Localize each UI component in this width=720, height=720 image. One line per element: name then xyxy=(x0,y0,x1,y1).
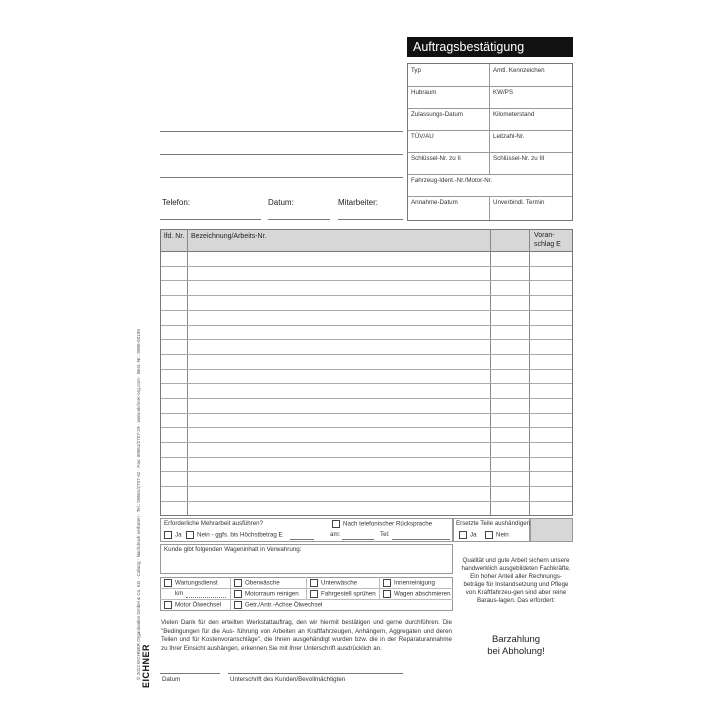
field-code-number: Leitzahl-Nr. xyxy=(493,133,525,140)
checkbox[interactable] xyxy=(186,531,194,539)
vehicle-data-table xyxy=(407,63,573,221)
table-row-line xyxy=(161,457,572,458)
field-inspection: TÜV/AU xyxy=(411,133,434,140)
vehicle-divider xyxy=(489,196,490,220)
cash-note-2: bei Abholung! xyxy=(487,646,545,657)
table-row-line xyxy=(161,266,572,267)
field-type: Typ xyxy=(411,67,421,74)
km-line xyxy=(186,597,226,598)
yes-label: Ja xyxy=(470,531,477,539)
table-row-line xyxy=(161,310,572,311)
column-divider xyxy=(490,230,491,515)
phone-consult-label: Nach telefonischer Rücksprache xyxy=(343,520,433,528)
checkbox[interactable] xyxy=(310,590,318,598)
table-row-line xyxy=(161,339,572,340)
table-row-line xyxy=(161,427,572,428)
service-engine-oil[interactable] xyxy=(164,601,221,610)
phone-consult-option[interactable] xyxy=(332,520,432,529)
service-underbody-wash[interactable] xyxy=(310,579,357,588)
checkbox[interactable] xyxy=(234,579,242,587)
vehicle-row xyxy=(408,152,572,175)
vehicle-divider xyxy=(489,64,490,174)
field-key-number-3: Schlüssel-Nr. zu III xyxy=(493,155,545,162)
column-divider xyxy=(529,230,530,515)
service-exterior-wash[interactable] xyxy=(234,579,280,588)
service-label: Getr./Antr.-Achse Ölwechsel xyxy=(245,601,323,609)
field-key-number-2: Schlüssel-Nr. zu II xyxy=(411,155,461,162)
service-label: Wartungsdienst xyxy=(175,579,218,587)
date-label: Datum: xyxy=(268,198,294,207)
checkbox[interactable] xyxy=(485,531,493,539)
vehicle-contents-label: Kunde gibt folgenden Wageninhalt in Verwahrung: xyxy=(164,546,302,553)
service-interior-cleaning[interactable] xyxy=(383,579,435,588)
extra-work-question: Erforderliche Mehrarbeit ausführen? xyxy=(164,520,264,527)
signature-date-line xyxy=(160,673,220,674)
service-label: Innenreinigung xyxy=(394,579,435,587)
field-mileage: Kilometerstand xyxy=(493,111,535,118)
checkbox[interactable] xyxy=(310,579,318,587)
checkbox[interactable] xyxy=(164,579,172,587)
vehicle-row xyxy=(408,196,572,220)
table-row-line xyxy=(161,486,572,487)
table-row-line xyxy=(161,398,572,399)
checkbox[interactable] xyxy=(234,601,242,609)
field-registration-date: Zulassungs-Datum xyxy=(411,111,463,118)
table-row-line xyxy=(161,413,572,414)
service-maintenance[interactable] xyxy=(164,579,218,588)
items-table xyxy=(160,229,573,516)
vehicle-row xyxy=(408,108,572,131)
field-vehicle-id: Fahrzeug-Ident.-Nr./Motor-Nr. xyxy=(411,177,493,184)
employee-label: Mitarbeiter: xyxy=(338,198,379,207)
extra-work-no[interactable] xyxy=(186,531,283,540)
address-line-3 xyxy=(160,177,403,178)
quality-note: Qualität und gute Arbeit sichern unsere handwerklich ausgebildeten Fachkräfte. Ein hoher Anteil aller Rechnungs-beträge für Instandsetzung und Pflege von Kraftfahrzeu-gen sind aber reine Baraus-lagen. Das erfordert: xyxy=(461,557,571,605)
column-divider xyxy=(187,230,188,515)
table-row-line xyxy=(161,325,572,326)
service-gear-oil[interactable] xyxy=(234,601,322,610)
table-row-line xyxy=(161,369,572,370)
no-upto-label: Nein - ggfs. bis Höchstbetrag E xyxy=(197,531,283,539)
replaced-parts-question: Ersetzte Teile aushändigen xyxy=(456,520,531,527)
vehicle-row xyxy=(408,86,572,109)
table-row-line xyxy=(161,354,572,355)
table-row-line xyxy=(161,471,572,472)
terms-text: Vielen Dank für den erteilten Werkstattauftrag, den wir hiermit bestätigen und gerne durchführen. Die "Bedingungen für die Aus- führung von Arbeiten an Kraftfahrzeugen, Anhängern, Aggregaten und deren Teilen und für Kostenvoranschläge", die Ihnen ausgehändigt wurden bzw. die in der Reparaturannahme zu Ihrer Einsicht aushängen, erkennen Sie mit Ihrer Unterschrift ausdrücklich an. xyxy=(161,619,452,652)
max-amount-line xyxy=(290,539,314,540)
phone-label: Telefon: xyxy=(162,198,191,207)
tel-line xyxy=(392,539,450,540)
table-row-line xyxy=(161,280,572,281)
brand-logo: EICHNER xyxy=(141,643,151,688)
signature-label: Unterschrift des Kunden/Bevollmächtigten xyxy=(230,676,346,683)
checkbox[interactable] xyxy=(234,590,242,598)
service-label: Wagen abschmieren xyxy=(394,590,451,598)
col-description-header: Bezeichnung/Arbeits-Nr. xyxy=(191,233,267,240)
vehicle-row xyxy=(408,130,572,153)
form-title: Auftragsbestätigung xyxy=(407,37,573,57)
checkbox[interactable] xyxy=(164,601,172,609)
replaced-parts-no[interactable] xyxy=(485,531,509,540)
checkbox[interactable] xyxy=(332,520,340,528)
employee-line xyxy=(338,219,403,220)
table-row-line xyxy=(161,501,572,502)
phone-line xyxy=(160,219,261,220)
signature-date-label: Datum xyxy=(162,676,181,683)
vehicle-row xyxy=(408,174,572,197)
col-estimate-header-1: Voran- xyxy=(534,232,555,239)
field-power: KW/PS xyxy=(493,89,513,96)
extra-work-yes[interactable] xyxy=(164,531,182,540)
checkbox[interactable] xyxy=(383,579,391,587)
field-displacement: Hubraum xyxy=(411,89,437,96)
date-line xyxy=(268,219,330,220)
service-label: Motor Ölwechsel xyxy=(175,601,222,609)
table-row-line xyxy=(161,295,572,296)
checkbox[interactable] xyxy=(383,590,391,598)
table-row-line xyxy=(161,442,572,443)
on-date-label: am: xyxy=(330,531,341,538)
no-label: Nein xyxy=(496,531,509,539)
services-divider xyxy=(230,577,231,611)
col-number-header: lfd. Nr. xyxy=(164,233,185,240)
signature-line xyxy=(228,673,403,674)
table-row-line xyxy=(161,383,572,384)
services-divider xyxy=(379,577,380,600)
field-due-date: Unverbindl. Termin xyxy=(493,199,545,206)
replaced-parts-yes[interactable] xyxy=(459,531,477,540)
service-engine-clean[interactable] xyxy=(234,590,299,599)
service-chassis-spray[interactable] xyxy=(310,590,376,599)
service-label: Motorraum reinigen xyxy=(245,590,299,598)
field-acceptance-date: Annahme-Datum xyxy=(411,199,458,206)
checkbox[interactable] xyxy=(459,531,467,539)
tel-label: Tel: xyxy=(380,531,390,538)
col-estimate-header-2: schlag E xyxy=(534,241,561,248)
field-license-plate: Amtl. Kennzeichen xyxy=(493,67,545,74)
service-lubrication[interactable] xyxy=(383,590,451,599)
on-date-line xyxy=(342,539,374,540)
services-divider xyxy=(306,577,307,600)
service-label: Unterwäsche xyxy=(321,579,358,587)
copyright-sidebar: © 2012 EICHNER Organisation GmbH & Co. KG · Coburg · Nachdruck verboten · Tel.: 09561/2707-42 · Fax: 09561/2707-29 · www.eichner-org.com · Best.-Nr.: 9086-00109 xyxy=(136,329,141,680)
vehicle-row xyxy=(408,64,572,87)
address-line-2 xyxy=(160,154,403,155)
items-table-header xyxy=(161,230,572,252)
yes-label: Ja xyxy=(175,531,182,539)
checkbox[interactable] xyxy=(164,531,172,539)
replaced-parts-shade xyxy=(530,518,573,542)
cash-note-1: Barzahlung xyxy=(491,634,541,645)
address-line-1 xyxy=(160,131,403,132)
service-label: Oberwäsche xyxy=(245,579,280,587)
service-label: Fahrgestell sprühen xyxy=(321,590,376,598)
service-km-label: km xyxy=(175,590,184,597)
